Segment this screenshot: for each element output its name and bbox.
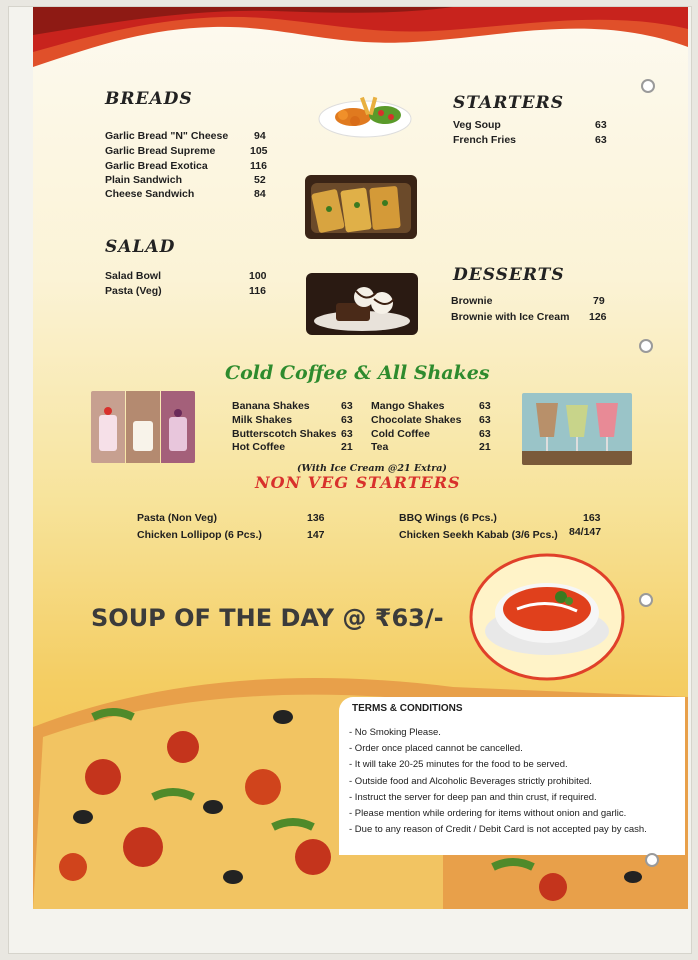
list-item: Chicken Lollipop (6 Pcs.) — [137, 529, 262, 541]
soup-of-the-day: SOUP OF THE DAY @ ₹63/- — [91, 604, 444, 632]
item-price: 63 — [341, 428, 353, 440]
item-price: 116 — [249, 285, 266, 297]
salad-title: SALAD — [105, 237, 176, 257]
list-item: Garlic Bread "N" Cheese — [105, 130, 229, 142]
list-item: Veg Soup — [453, 119, 501, 131]
starters-title: STARTERS — [453, 93, 565, 113]
list-item: Garlic Bread Supreme — [105, 145, 216, 157]
item-price: 79 — [593, 295, 605, 307]
list-item: Banana Shakes — [232, 400, 310, 412]
list-item: Mango Shakes — [371, 400, 445, 412]
menu-card — [33, 7, 688, 909]
item-price: 94 — [254, 130, 266, 142]
list-item: Hot Coffee — [232, 441, 286, 453]
list-item: Brownie — [451, 295, 493, 307]
terms-box — [339, 697, 685, 855]
list-item: Brownie with Ice Cream — [451, 311, 570, 323]
item-price: 84 — [254, 188, 266, 200]
list-item: French Fries — [453, 134, 517, 146]
item-price: 21 — [341, 441, 353, 453]
item-price: 84/147 — [569, 526, 602, 538]
item-price: 147 — [307, 529, 325, 541]
binder-hole — [645, 853, 659, 867]
list-item: Tea — [371, 441, 389, 453]
terms-item: - Outside food and Alcoholic Beverages strictly prohibited. — [349, 776, 592, 787]
item-price: 21 — [479, 441, 491, 453]
appetizer-plate-photo — [313, 87, 417, 143]
terms-item: - Due to any reason of Credit / Debit Card is not accepted pay by cash. — [349, 824, 647, 835]
shakes-photo-right — [522, 393, 632, 465]
binder-hole — [641, 79, 655, 93]
list-item: Salad Bowl — [105, 270, 162, 282]
terms-item: - Order once placed cannot be cancelled. — [349, 743, 523, 754]
item-price: 105 — [250, 145, 268, 157]
terms-title: TERMS & CONDITIONS — [352, 703, 463, 714]
list-item: Plain Sandwich — [105, 174, 183, 186]
binder-hole — [639, 339, 653, 353]
item-price: 63 — [479, 428, 491, 440]
item-price: 63 — [341, 414, 353, 426]
non-veg-starters-title: NON VEG STARTERS — [255, 473, 461, 492]
item-price: 136 — [307, 512, 325, 524]
binder-hole — [639, 593, 653, 607]
garlic-bread-photo — [305, 175, 417, 239]
list-item: Cheese Sandwich — [105, 188, 195, 200]
header-swoosh — [33, 7, 688, 97]
terms-item: - No Smoking Please. — [349, 727, 441, 738]
brownie-ice-cream-photo — [306, 273, 418, 335]
desserts-title: DESSERTS — [453, 265, 565, 285]
item-price: 163 — [583, 512, 601, 524]
terms-item: - Instruct the server for deep pan and thin crust, if required. — [349, 792, 597, 803]
terms-item: - Please mention while ordering for items without onion and garlic. — [349, 808, 627, 819]
terms-item: - It will take 20-25 minutes for the food to be served. — [349, 759, 568, 770]
menu-page — [8, 6, 692, 954]
list-item: BBQ Wings (6 Pcs.) — [399, 512, 497, 524]
list-item: Pasta (Non Veg) — [137, 512, 217, 524]
item-price: 63 — [595, 134, 607, 146]
item-price: 63 — [341, 400, 353, 412]
item-price: 116 — [250, 160, 267, 172]
list-item: Butterscotch Shakes — [232, 428, 337, 440]
shakes-title: Cold Coffee & All Shakes — [225, 362, 490, 384]
list-item: Garlic Bread Exotica — [105, 160, 208, 172]
list-item: Cold Coffee — [371, 428, 430, 440]
item-price: 100 — [249, 270, 267, 282]
item-price: 52 — [254, 174, 266, 186]
item-price: 63 — [595, 119, 607, 131]
list-item: Chicken Seekh Kabab (3/6 Pcs.) — [399, 529, 558, 541]
ice-cream-note: (With Ice Cream @21 Extra) — [297, 463, 447, 474]
item-price: 63 — [479, 414, 491, 426]
list-item: Milk Shakes — [232, 414, 293, 426]
item-price: 63 — [479, 400, 491, 412]
list-item: Pasta (Veg) — [105, 285, 162, 297]
list-item: Chocolate Shakes — [371, 414, 462, 426]
breads-title: BREADS — [105, 89, 193, 109]
item-price: 126 — [589, 311, 607, 323]
shakes-photo-left — [91, 391, 195, 463]
